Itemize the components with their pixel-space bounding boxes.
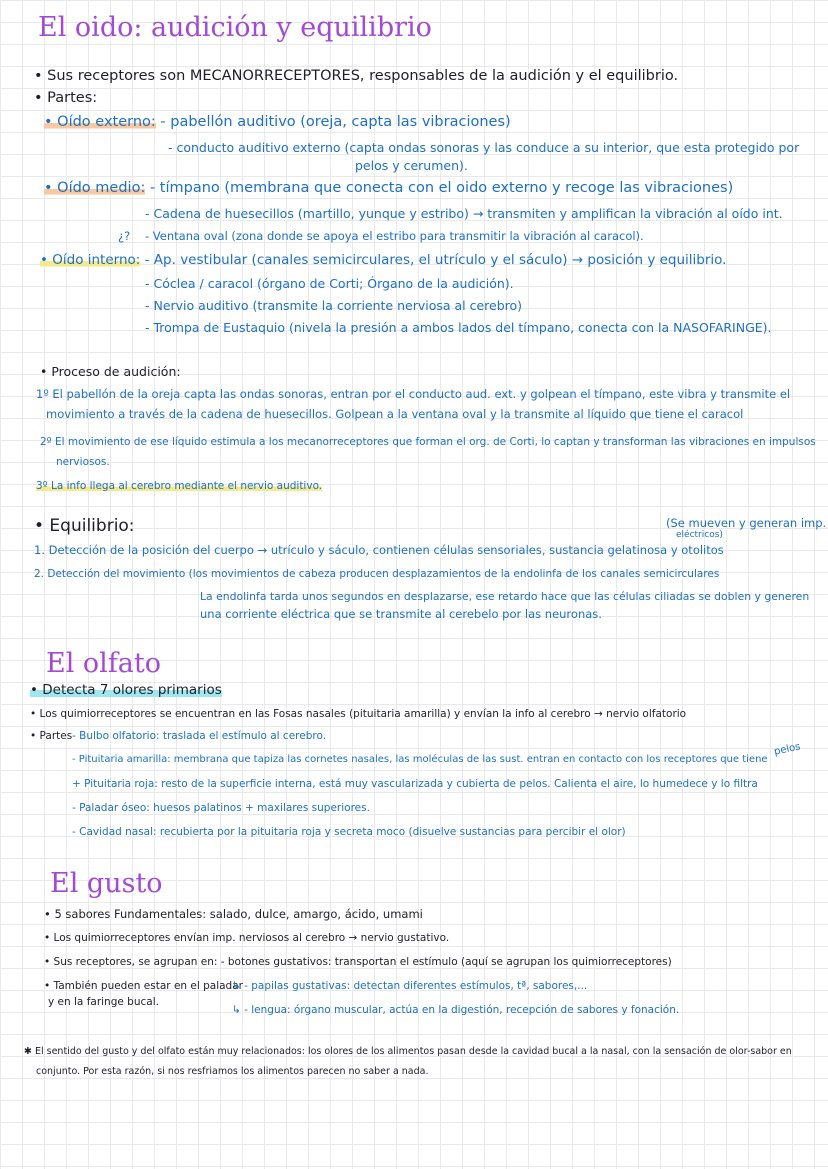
gusto-l4-item1: ↳ - papilas gustativas: detectan diferentes estímulos, tª, sabores,... (232, 980, 588, 992)
footnote-line1: ✱ El sentido del gusto y del olfato están muy relacionados: los olores de los alimentos pasan desde la cavidad bucal a la nasal, con la sensación de olor-sabor en (24, 1046, 792, 1057)
olfato-p2: - Pituitaria amarilla: membrana que tapiza las cornetes nasales, las moléculas de las sust. entran en contacto con los receptores que tiene (72, 754, 768, 765)
oido-interno-block (40, 252, 726, 268)
equilibrio-note-small: eléctricos) (676, 530, 723, 540)
oido-title: El oido: audición y equilibrio (38, 12, 432, 43)
olfato-p3: + Pituitaria roja: resto de la superficie interna, está muy vascularizada y cubierta de pelos. Calienta el aire, lo humedece y lo filtra (72, 778, 758, 790)
oido-medio-item1: - tímpano (membrana que conecta con el oido externo y recoge las vibraciones) (149, 180, 734, 196)
oido-medio-label: • Oído medio: (44, 180, 146, 196)
olfato-pelos-note: pelos (773, 741, 802, 758)
proceso-p2b: nerviosos. (56, 456, 110, 468)
olfato-l2: • Los quimiorreceptores se encuentran en las Fosas nasales (pituitaria amarilla) y envían la info al cerebro → nervio olfatorio (30, 708, 687, 720)
equilibrio-e2b: La endolinfa tarda unos segundos en desplazarse, ese retardo hace que las células ciliadas se doblen y generen (200, 590, 810, 603)
proceso-p3 (36, 480, 322, 493)
gusto-l4b: y en la faringe bucal. (48, 996, 159, 1008)
equilibrio-e2a: 2. Detección del movimiento (los movimientos de cabeza producen desplazamientos de la endolinfa de los canales semicirculares (34, 568, 720, 580)
equilibrio-e2c: una corriente eléctrica que se transmite al cerebelo por las neuronas. (200, 607, 602, 621)
oido-medio-block (44, 180, 733, 197)
oido-interno-item1: - Ap. vestibular (canales semicirculares, el utrículo y el sáculo) → posición y equilibrio. (144, 252, 727, 268)
oido-interno-item3: - Nervio auditivo (transmite la corriente nerviosa al cerebro) (145, 298, 523, 313)
gusto-l4-item2: ↳ - lengua: órgano muscular, actúa en la digestión, recepción de sabores y fonación. (232, 1004, 680, 1016)
proceso-label: • Proceso de audición: (40, 364, 181, 379)
proceso-p1b: movimiento a través de la cadena de huesecillos. Golpean a la ventana oval y la transmite al líquido que tiene el caracol (46, 407, 744, 421)
olfato-l1 (30, 682, 222, 698)
equilibrio-e1: 1. Detección de la posición del cuerpo → utrículo y sáculo, contienen células sensoriales, sustancia gelatinosa y otolitos (34, 543, 724, 557)
oido-externo-item1: - pabellón auditivo (oreja, capta las vibraciones) (160, 114, 511, 130)
oido-externo-item2: - conducto auditivo externo (capta ondas sonoras y las conduce a su interior, que esta protegido por (168, 140, 800, 155)
olfato-p5: - Cavidad nasal: recubierta por la pituitaria roja y secreta moco (disuelve sustancias para percibir el olor) (72, 826, 626, 838)
olfato-p4: - Paladar óseo: huesos palatinos + maxilares superiores. (72, 802, 370, 814)
olfato-partes-label: • Partes (30, 730, 73, 742)
oido-interno-label: • Oído interno: (40, 252, 141, 268)
equilibrio-label: • Equilibrio: (34, 516, 135, 536)
gusto-title: El gusto (50, 868, 163, 899)
oido-medio-question: ¿? (118, 229, 131, 243)
oido-externo-item2-cont: pelos y cerumen). (355, 158, 468, 173)
gusto-l3: • Sus receptores, se agrupan en: - botones gustativos: transportan el estímulo (aquí se agrupan los quimiorreceptores) (44, 956, 672, 968)
gusto-l1: • 5 sabores Fundamentales: salado, dulce, amargo, ácido, umami (44, 907, 423, 921)
olfato-p1: - Bulbo olfatorio: traslada el estímulo al cerebro. (72, 730, 327, 742)
oido-medio-item2: - Cadena de huesecillos (martillo, yunque y estribo) → transmiten y amplifican la vibración al oído int. (145, 206, 783, 221)
olfato-title: El olfato (46, 648, 162, 679)
gusto-l2: • Los quimiorreceptores envían imp. nerviosos al cerebro → nervio gustativo. (44, 932, 450, 944)
oido-externo-label: • Oído externo: (44, 114, 156, 130)
oido-interno-item4: - Trompa de Eustaquio (nivela la presión a ambos lados del tímpano, conecta con la NASOFARINGE). (145, 320, 772, 335)
proceso-p3-text: 3º La info llega al cerebro mediante el nervio auditivo. (36, 480, 323, 492)
footnote-line2: conjunto. Por esta razón, si nos resfriamos los alimentos parecen no saber a nada. (36, 1066, 429, 1077)
proceso-p1a: 1º El pabellón de la oreja capta las ondas sonoras, entran por el conducto aud. ext. y golpean el tímpano, este vibra y transmite el (36, 387, 791, 401)
gusto-l4a: • También pueden estar en el paladar (44, 980, 243, 992)
oido-externo-block (44, 114, 511, 131)
olfato-l1-text: • Detecta 7 olores primarios (30, 682, 222, 698)
oido-intro: • Sus receptores son MECANORRECEPTORES, responsables de la audición y el equilibrio. (34, 68, 679, 84)
oido-partes-label: • Partes: (34, 90, 98, 106)
equilibrio-note: (Se mueven y generan imp. (666, 516, 827, 530)
proceso-p2a: 2º El movimiento de ese líquido estimula a los mecanorreceptores que forman el org. de Corti, lo captan y transforman las vibraciones en impulsos (40, 436, 816, 448)
oido-interno-item2: - Cóclea / caracol (órgano de Corti; Órgano de la audición). (145, 276, 514, 291)
oido-medio-item3: - Ventana oval (zona donde se apoya el estribo para transmitir la vibración al caracol). (145, 229, 644, 243)
